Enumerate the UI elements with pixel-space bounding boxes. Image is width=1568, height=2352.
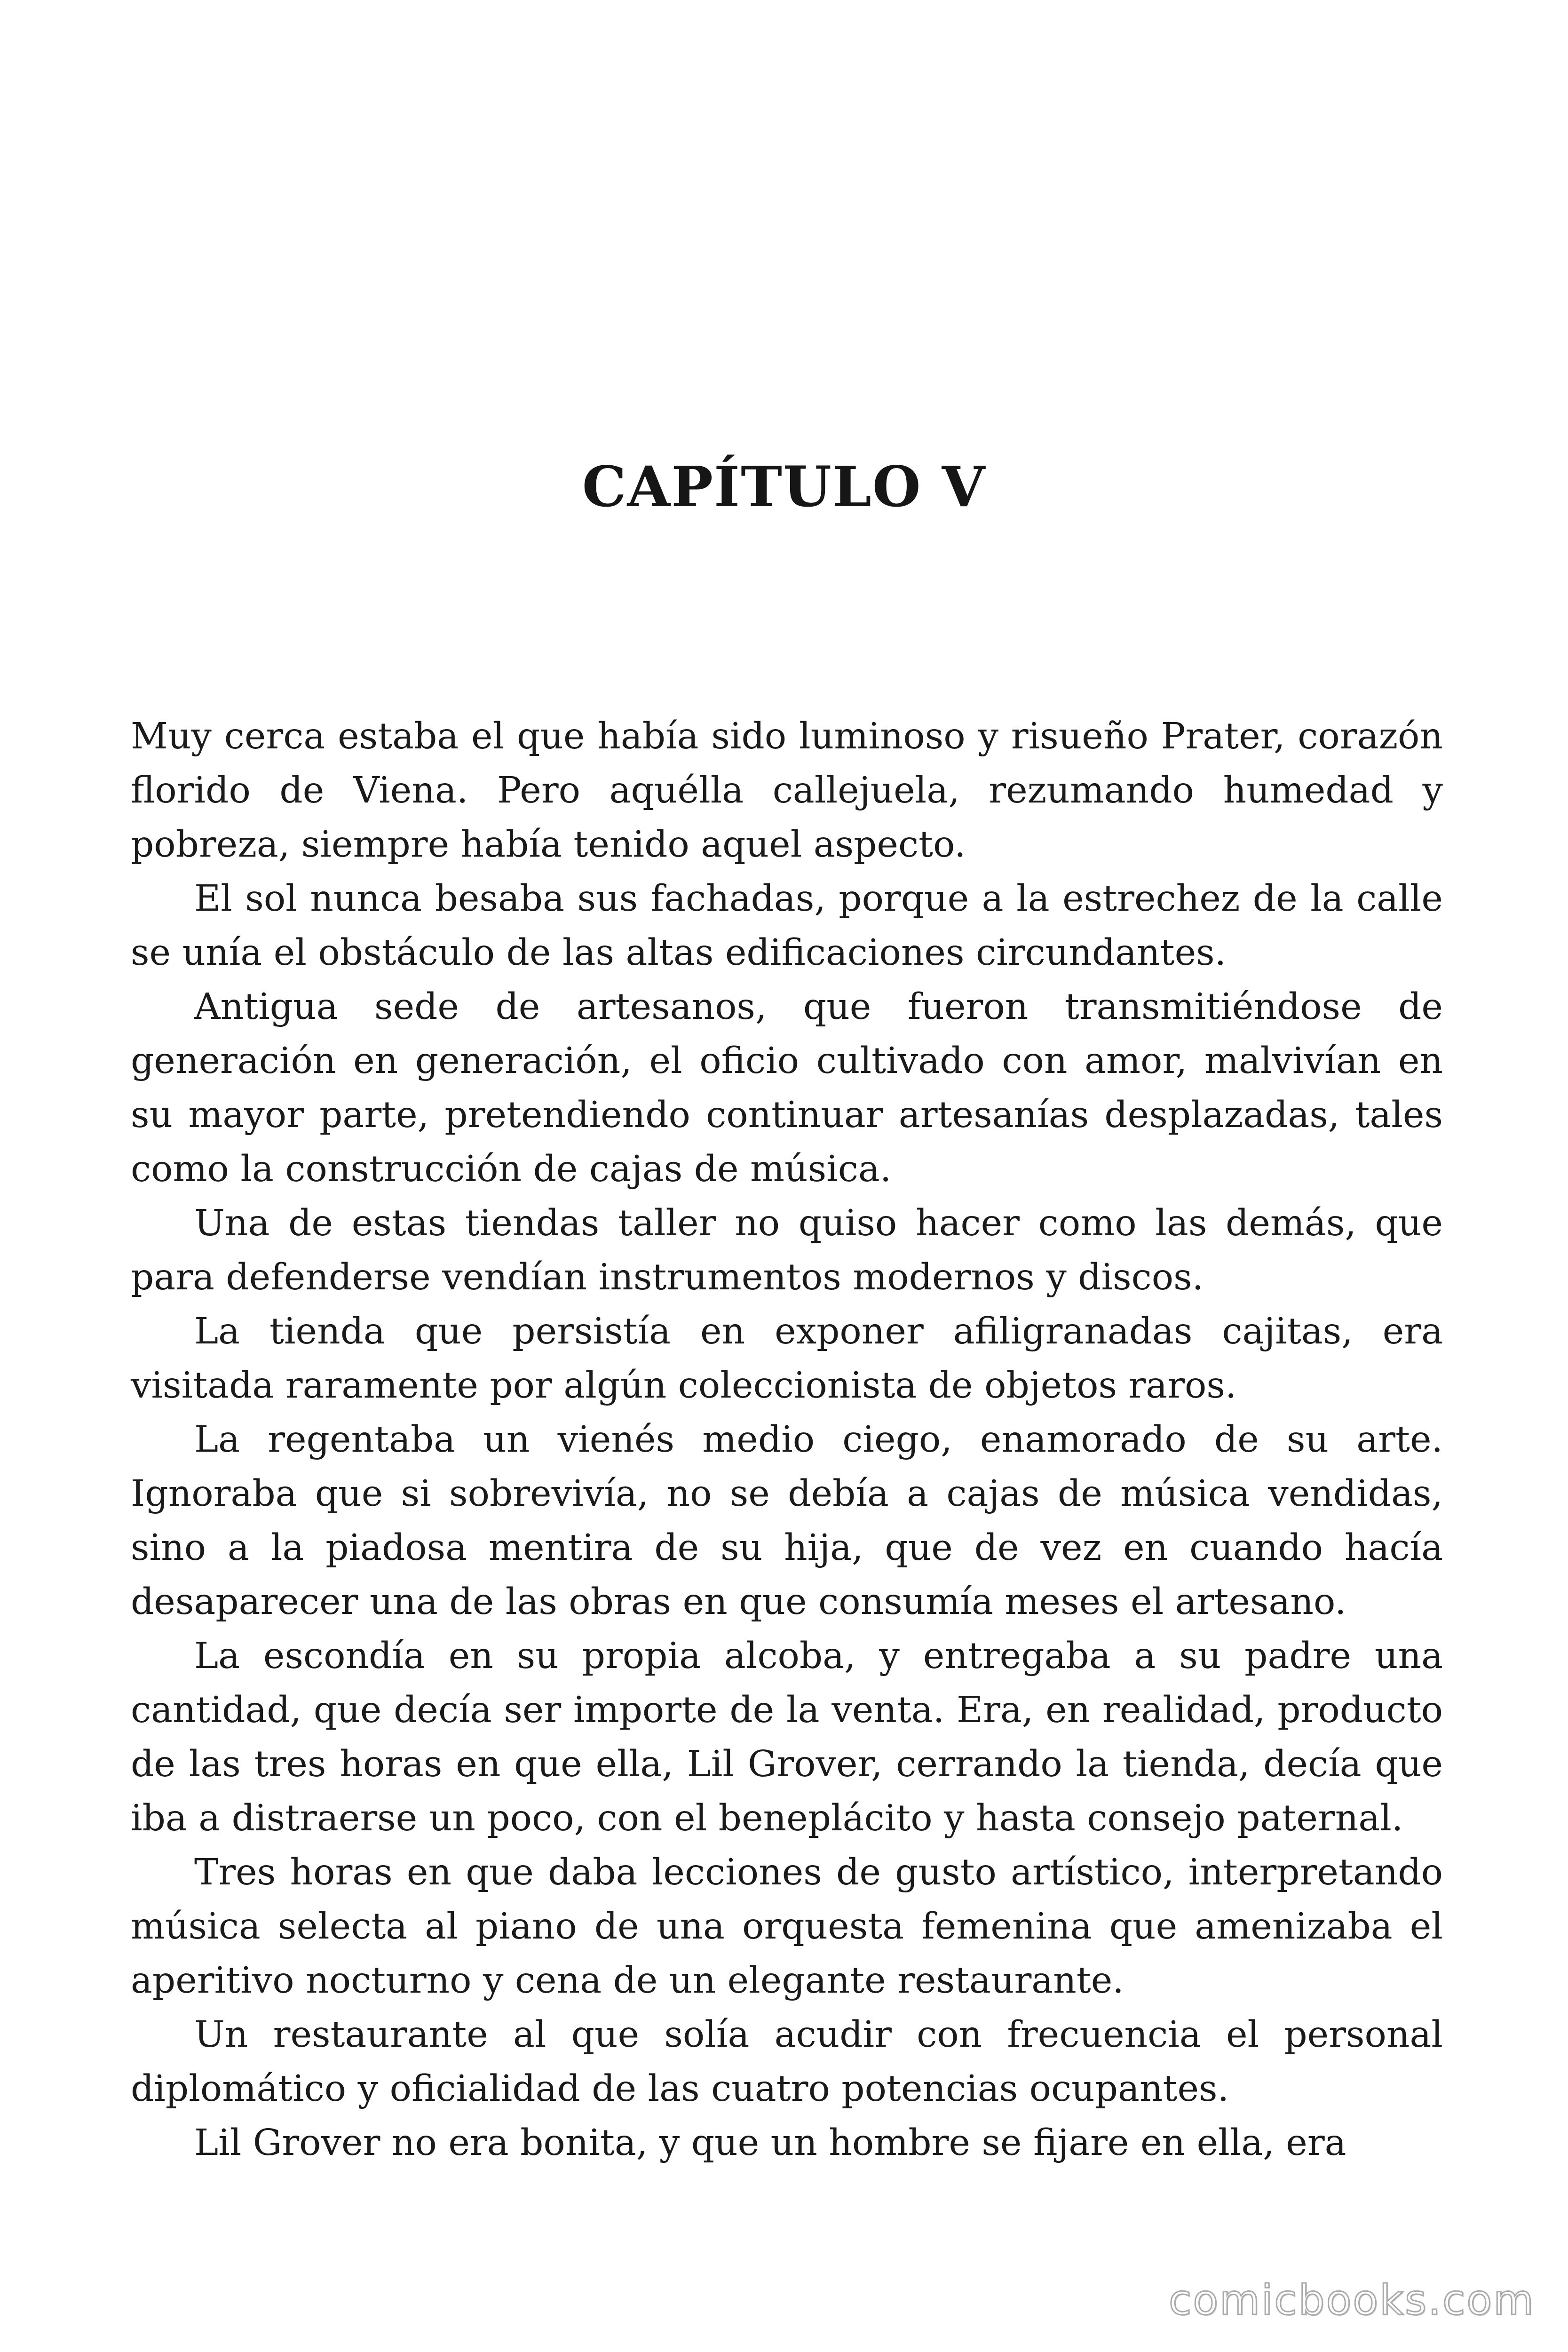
paragraph: La escondía en su propia alcoba, y entregaba a su padre una cantidad, que decía ser importe de la venta. Era, en realidad, producto de las tres horas en que ella, Lil Grover, cerrando la tienda, decía que iba a distraerse un poco, con el beneplácito y hasta consejo paternal. (131, 1635, 1443, 1839)
paragraph: Una de estas tiendas taller no quiso hacer como las demás, que para defenderse vendían instrumentos modernos y discos. (131, 1202, 1443, 1298)
site-watermark: comicbooks.com (1168, 2276, 1535, 2324)
paragraph: La tienda que persistía en exponer afiligranadas cajitas, era visitada raramente por algún coleccionista de objetos raros. (131, 1311, 1443, 1406)
paragraph: Lil Grover no era bonita, y que un hombre se fijare en ella, era (194, 2122, 1346, 2164)
chapter-title: CAPÍTULO V (582, 454, 986, 519)
paragraph: La regentaba un vienés medio ciego, enamorado de su arte. Ignoraba que si sobrevivía, no se debía a cajas de música vendidas, sino a la piadosa mentira de su hija, que de vez en cuando hacía desaparecer una de las obras en que consumía meses el artesano. (131, 1419, 1443, 1623)
paragraph: Muy cerca estaba el que había sido luminoso y risueño Prater, corazón florido de Viena. Pero aquélla callejuela, rezumando humedad y pobreza, siempre había tenido aquel aspecto. (131, 715, 1443, 866)
paragraph: Tres horas en que daba lecciones de gusto artístico, interpretando música selecta al piano de una orquesta femenina que amenizaba el aperitivo nocturno y cena de un elegante restaurante. (131, 1851, 1443, 2002)
paragraph: El sol nunca besaba sus fachadas, porque a la estrechez de la calle se unía el obstáculo de las altas edificaciones circundantes. (131, 878, 1443, 974)
paragraph: Un restaurante al que solía acudir con frecuencia el personal diplomático y oficialidad de las cuatro potencias ocupantes. (131, 2014, 1443, 2110)
chapter-body (131, 709, 1443, 2170)
paragraph: Antigua sede de artesanos, que fueron transmitiéndose de generación en generación, el oficio cultivado con amor, malvivían en su mayor parte, pretendiendo continuar artesanías desplazadas, tales como la construcción de cajas de música. (131, 986, 1443, 1190)
